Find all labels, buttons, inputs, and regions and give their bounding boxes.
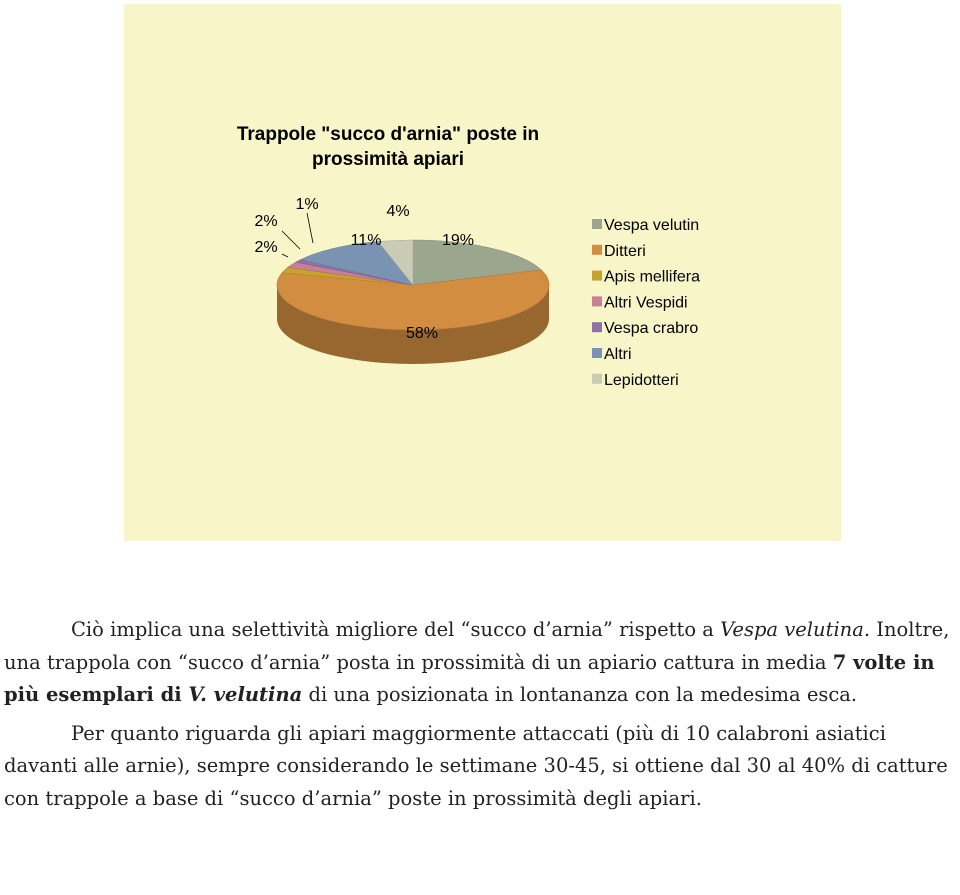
chart-title-line-2: prossimità apiari bbox=[311, 149, 465, 170]
data-label-apis-mellifera: 2% bbox=[254, 213, 278, 230]
chart-title-line-1: Trappole "succo d'arnia" poste in bbox=[236, 124, 540, 145]
p1-text-c: Inoltre, una trappola con “succo d’arnia” posta in prossimità di un apiario cattura in media bbox=[4, 618, 950, 674]
p1-bold-italic-species: V. velutina bbox=[188, 683, 303, 707]
leader-line-apis-mellifera bbox=[282, 231, 300, 249]
data-label-lepidotteri: 4% bbox=[386, 203, 410, 220]
p1-text-a: Ciò implica una selettività migliore del “succo d’arnia” rispetto a bbox=[71, 618, 721, 641]
data-label-altri-vespidi: 2% bbox=[254, 239, 278, 256]
data-label-ditteri: 58% bbox=[405, 325, 439, 342]
legend-swatch-vespa-velutin bbox=[592, 219, 602, 229]
legend-swatch-ditteri bbox=[592, 245, 602, 255]
legend-label-vespa-velutin: Vespa velutin bbox=[604, 217, 700, 234]
leader-line-altri-vespidi bbox=[282, 254, 288, 257]
legend bbox=[592, 217, 700, 389]
data-label-vespa-crabro: 1% bbox=[295, 196, 319, 213]
legend-label-altri-vespidi: Altri Vespidi bbox=[604, 294, 688, 312]
paragraph-1 bbox=[4, 614, 958, 712]
legend-swatch-altri-vespidi bbox=[592, 296, 602, 306]
legend-swatch-apis-mellifera bbox=[592, 271, 602, 281]
p1-text-f: di una posizionata in lontananza con la medesima esca. bbox=[302, 683, 858, 707]
data-label-vespa-velutin: 19% bbox=[441, 232, 475, 249]
legend-swatch-vespa-crabro bbox=[592, 322, 602, 332]
paragraph-2 bbox=[4, 718, 958, 816]
legend-label-apis-mellifera: Apis mellifera bbox=[604, 268, 701, 286]
legend-label-vespa-crabro: Vespa crabro bbox=[604, 320, 699, 338]
legend-swatch-altri bbox=[592, 348, 602, 358]
legend-label-lepidotteri: Lepidotteri bbox=[604, 371, 679, 389]
body-text bbox=[4, 614, 958, 816]
chart-panel bbox=[124, 4, 841, 541]
data-label-altri: 11% bbox=[350, 232, 382, 249]
legend-label-ditteri: Ditteri bbox=[604, 242, 646, 260]
pie-tops bbox=[277, 240, 549, 330]
leader-line-vespa-crabro bbox=[307, 213, 313, 243]
p1-bold-text: 7 volte in più esemplari di bbox=[4, 650, 935, 707]
p2-text: Per quanto riguarda gli apiari maggiormente attaccati (più di 10 calabroni asiatici davanti alle arnie), sempre considerando le settimane 30-45, si ottiene dal 30 al 40% di catture con trappole a base di “succo d’arnia” poste in prossimità degli apiari. bbox=[4, 721, 948, 810]
pie-chart bbox=[124, 4, 841, 541]
legend-label-altri: Altri bbox=[604, 346, 632, 363]
legend-swatch-lepidotteri bbox=[592, 374, 602, 384]
p1-species-italic: Vespa velutina. bbox=[720, 618, 871, 641]
